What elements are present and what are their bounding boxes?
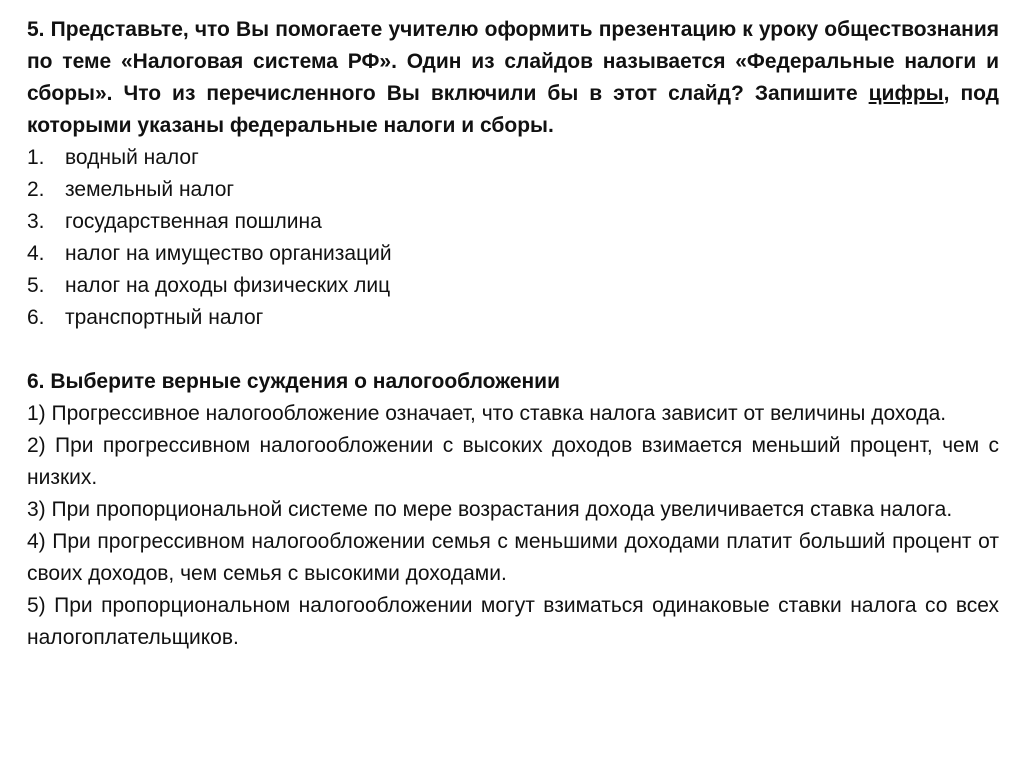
judgement-2: 2) При прогрессивном налогообложении с высоких доходов взимается меньший процент, чем с низких.	[27, 434, 999, 489]
option-text: государственная пошлина	[65, 210, 322, 233]
section-spacer	[27, 334, 999, 366]
document-page	[27, 14, 999, 654]
option-text: земельный налог	[65, 178, 235, 201]
question-6-title: 6. Выберите верные суждения о налогообложении	[27, 370, 560, 393]
option-text: налог на доходы физических лиц	[65, 274, 391, 297]
question-5-title-underlined: цифры	[868, 82, 944, 105]
judgement-5: 5) При пропорциональном налогообложении могут взиматься одинаковые ставки налога со всех налогоплательщиков.	[27, 594, 999, 649]
option-text: транспортный налог	[65, 306, 264, 329]
option-number: 3.	[27, 210, 45, 233]
option-number: 5.	[27, 274, 45, 297]
option-5	[27, 270, 999, 302]
option-2	[27, 174, 999, 206]
option-text: налог на имущество организаций	[65, 242, 392, 265]
question-5-options	[27, 142, 999, 334]
option-text: водный налог	[65, 146, 199, 169]
option-number: 1.	[27, 146, 45, 169]
judgement-4: 4) При прогрессивном налогообложении семья с меньшими доходами платит больший процент от своих доходов, чем семья с высокими доходами.	[27, 530, 999, 585]
judgement-1: 1) Прогрессивное налогообложение означает, что ставка налога зависит от величины дохода.	[27, 402, 947, 425]
option-3	[27, 206, 999, 238]
judgement-3: 3) При пропорциональной системе по мере возрастания дохода увеличивается ставка налога.	[27, 498, 953, 521]
option-number: 4.	[27, 242, 45, 265]
option-number: 6.	[27, 306, 45, 329]
option-6	[27, 302, 999, 334]
option-1	[27, 142, 999, 174]
question-5-title-text: 5. Представьте, что Вы помогаете учителю оформить презентацию к уроку обществознания по теме «Налоговая система РФ». Один из слайдов называется «Федеральные налоги и сборы». Что из перечисленного Вы включили бы в этот слайд? Запишите	[27, 18, 999, 105]
question-5-title	[27, 14, 999, 142]
option-number: 2.	[27, 178, 45, 201]
question-5-title-text-end: , под которыми указаны федеральные налоги и сборы.	[27, 82, 1000, 137]
option-4	[27, 238, 999, 270]
